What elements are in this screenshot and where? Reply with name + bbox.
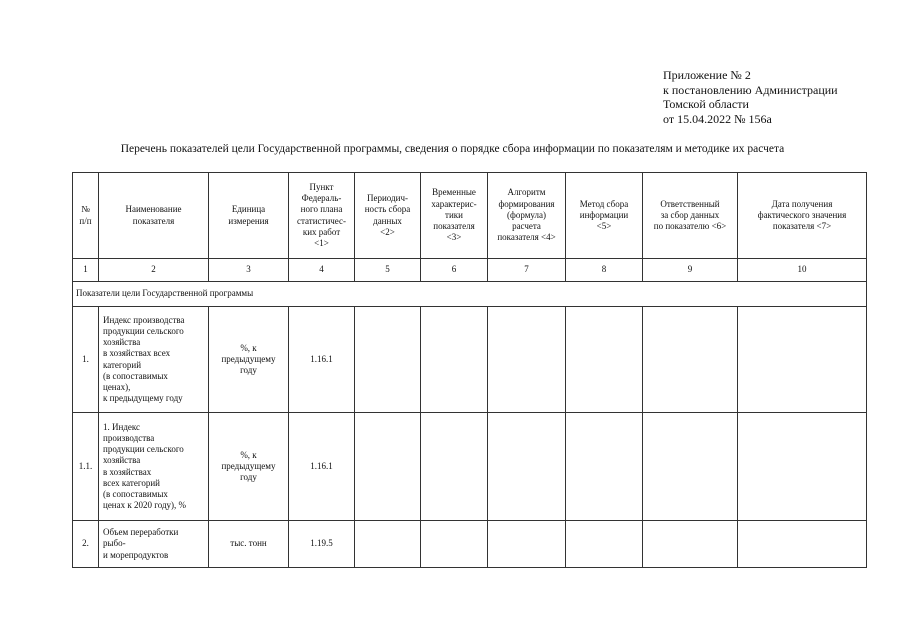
empty-cell (488, 413, 566, 521)
appendix-line: Приложение № 2 (663, 68, 751, 82)
column-number: 9 (643, 259, 738, 282)
column-number: 2 (99, 259, 209, 282)
header-cell: Единица измерения (209, 173, 289, 259)
indicator-name: Объем переработки рыбо- и морепродуктов (99, 521, 209, 568)
empty-cell (355, 307, 421, 413)
header-cell: Метод сбора информации <5> (566, 173, 643, 259)
empty-cell (566, 307, 643, 413)
empty-cell (643, 413, 738, 521)
header-cell: Периодич- ность сбора данных <2> (355, 173, 421, 259)
empty-cell (643, 307, 738, 413)
row-number: 2. (73, 521, 99, 568)
section-title: Показатели цели Государственной программы (73, 282, 867, 307)
empty-cell (421, 521, 488, 568)
column-number: 6 (421, 259, 488, 282)
column-number: 10 (738, 259, 867, 282)
column-number: 5 (355, 259, 421, 282)
empty-cell (643, 521, 738, 568)
empty-cell (566, 521, 643, 568)
column-number: 1 (73, 259, 99, 282)
indicators-table (72, 172, 867, 568)
header-cell: Дата получения фактического значения показателя <7> (738, 173, 867, 259)
column-number: 7 (488, 259, 566, 282)
appendix-header (663, 68, 838, 126)
empty-cell (488, 521, 566, 568)
column-number: 8 (566, 259, 643, 282)
empty-cell (566, 413, 643, 521)
empty-cell (355, 413, 421, 521)
section-row (73, 282, 867, 307)
appendix-line: от 15.04.2022 № 156а (663, 111, 772, 126)
document-title: Перечень показателей цели Государственной программы, сведения о порядке сбора информации по показателям и методике их расчета (120, 143, 785, 155)
row-number: 1.1. (73, 413, 99, 521)
header-cell: Временные характерис- тики показателя <3> (421, 173, 488, 259)
table-row (73, 521, 867, 568)
header-cell: Пункт Федераль- ного плана статистичес- ких работ <1> (289, 173, 355, 259)
header-row (73, 173, 867, 259)
empty-cell (738, 307, 867, 413)
column-number-row (73, 259, 867, 282)
empty-cell (355, 521, 421, 568)
appendix-line: Томской области (663, 97, 749, 112)
table-row (73, 413, 867, 521)
empty-cell (738, 521, 867, 568)
unit-cell: %, к предыдущему году (209, 413, 289, 521)
header-cell: № п/п (73, 173, 99, 259)
unit-cell: %, к предыдущему году (209, 307, 289, 413)
empty-cell (421, 413, 488, 521)
empty-cell (738, 413, 867, 521)
unit-cell: тыс. тонн (209, 521, 289, 568)
row-number: 1. (73, 307, 99, 413)
header-cell: Ответственный за сбор данных по показателю <6> (643, 173, 738, 259)
column-number: 3 (209, 259, 289, 282)
header-cell: Наименование показателя (99, 173, 209, 259)
empty-cell (421, 307, 488, 413)
appendix-line: к постановлению Администрации (663, 82, 838, 97)
empty-cell (488, 307, 566, 413)
plan-item-cell: 1.16.1 (289, 413, 355, 521)
header-cell: Алгоритм формирования (формула) расчета показателя <4> (488, 173, 566, 259)
plan-item-cell: 1.19.5 (289, 521, 355, 568)
indicator-name: Индекс производства продукции сельского хозяйства в хозяйствах всех категорий (в сопоставимых ценах), к предыдущему году (99, 307, 209, 413)
table-row (73, 307, 867, 413)
column-number: 4 (289, 259, 355, 282)
plan-item-cell: 1.16.1 (289, 307, 355, 413)
indicator-name: 1. Индекс производства продукции сельского хозяйства в хозяйствах всех категорий (в сопоставимых ценах к 2020 году), % (99, 413, 209, 521)
